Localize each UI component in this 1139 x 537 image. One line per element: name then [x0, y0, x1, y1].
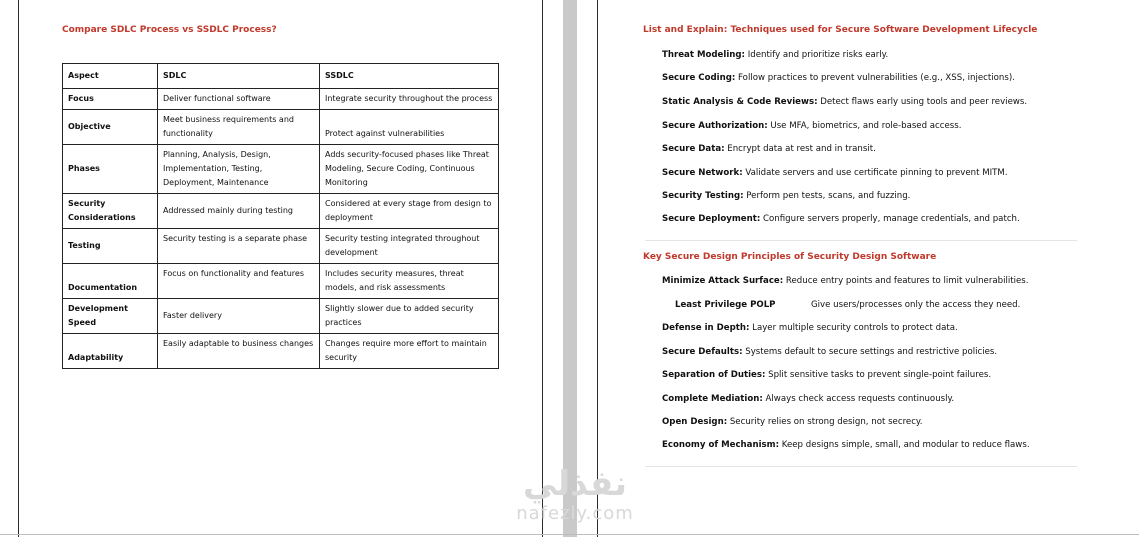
- watermark-arabic-text: نفذلي: [522, 464, 628, 504]
- table-row: [63, 110, 499, 145]
- ssdlc-cell: Integrate security throughout the process: [320, 89, 499, 110]
- ssdlc-cell: Adds security-focused phases like Threat Modeling, Secure Coding, Continuous Monitoring: [320, 145, 499, 194]
- page-bottom-line: [0, 534, 1139, 535]
- ssdlc-cell: Protect against vulnerabilities: [320, 110, 499, 145]
- list-item: Threat Modeling: Identify and prioritize risks early.: [662, 50, 889, 60]
- sdlc-cell: Security testing is a separate phase: [158, 229, 320, 264]
- design-principles-heading: Key Secure Design Principles of Security Design Software: [643, 252, 937, 262]
- list-item: Economy of Mechanism: Keep designs simple, small, and modular to reduce flaws.: [662, 440, 1030, 450]
- header-sdlc: SDLC: [158, 64, 320, 89]
- aspect-cell: Phases: [63, 145, 158, 194]
- table-header-row: [63, 64, 499, 89]
- watermark-latin-text: nafezly.com: [516, 503, 634, 524]
- sdlc-cell: Faster delivery: [158, 299, 320, 334]
- sdlc-cell: Deliver functional software: [158, 89, 320, 110]
- list-item: Minimize Attack Surface: Reduce entry points and features to limit vulnerabilities.: [662, 276, 1029, 286]
- table-row: [63, 145, 499, 194]
- ssdlc-cell: Considered at every stage from design to deployment: [320, 194, 499, 229]
- list-item: Defense in Depth: Layer multiple security controls to protect data.: [662, 323, 958, 333]
- list-item: Security Testing: Perform pen tests, scans, and fuzzing.: [662, 191, 911, 201]
- sdlc-cell: Meet business requirements and functionality: [158, 110, 320, 145]
- comparison-heading: Compare SDLC Process vs SSDLC Process?: [62, 25, 277, 35]
- list-item: Open Design: Security relies on strong design, not secrecy.: [662, 417, 923, 427]
- watermark-logo: [495, 464, 655, 534]
- list-item: Separation of Duties: Split sensitive tasks to prevent single-point failures.: [662, 370, 992, 380]
- list-item: Secure Data: Encrypt data at rest and in transit.: [662, 144, 876, 154]
- techniques-heading: List and Explain: Techniques used for Secure Software Development Lifecycle: [643, 25, 1038, 35]
- table-row: [63, 89, 499, 110]
- aspect-cell: Development Speed: [63, 299, 158, 334]
- list-item: Least Privilege POLP Give users/processes only the access they need.: [675, 300, 1021, 310]
- header-aspect: Aspect: [63, 64, 158, 89]
- list-item: Complete Mediation: Always check access requests continuously.: [662, 394, 955, 404]
- aspect-cell: Adaptability: [63, 334, 158, 369]
- list-item: Secure Authorization: Use MFA, biometrics, and role-based access.: [662, 121, 962, 131]
- list-item: Secure Defaults: Systems default to secure settings and restrictive policies.: [662, 347, 998, 357]
- sdlc-cell: Addressed mainly during testing: [158, 194, 320, 229]
- left-page-edge: [18, 0, 19, 537]
- table-row: [63, 334, 499, 369]
- sdlc-cell: Easily adaptable to business changes: [158, 334, 320, 369]
- sdlc-cell: Focus on functionality and features: [158, 264, 320, 299]
- comparison-table: [62, 63, 499, 369]
- ssdlc-cell: Security testing integrated throughout development: [320, 229, 499, 264]
- list-item: Secure Deployment: Configure servers properly, manage credentials, and patch.: [662, 214, 1020, 224]
- list-item: Secure Network: Validate servers and use certificate pinning to prevent MITM.: [662, 168, 1008, 178]
- section-divider: [645, 466, 1077, 467]
- aspect-cell: Security Considerations: [63, 194, 158, 229]
- sdlc-cell: Planning, Analysis, Design, Implementation, Testing, Deployment, Maintenance: [158, 145, 320, 194]
- table-row: [63, 229, 499, 264]
- right-page-edge: [597, 0, 598, 537]
- ssdlc-cell: Slightly slower due to added security practices: [320, 299, 499, 334]
- table-row: [63, 299, 499, 334]
- table-row: [63, 264, 499, 299]
- header-ssdlc: SSDLC: [320, 64, 499, 89]
- aspect-cell: Objective: [63, 110, 158, 145]
- aspect-cell: Focus: [63, 89, 158, 110]
- table-row: [63, 194, 499, 229]
- list-item: Secure Coding: Follow practices to prevent vulnerabilities (e.g., XSS, injections).: [662, 73, 1015, 83]
- aspect-cell: Testing: [63, 229, 158, 264]
- list-item: Static Analysis & Code Reviews: Detect flaws early using tools and peer reviews.: [662, 97, 1028, 107]
- ssdlc-cell: Includes security measures, threat models, and risk assessments: [320, 264, 499, 299]
- section-divider: [645, 240, 1077, 241]
- vertical-scrollbar[interactable]: [563, 0, 577, 537]
- ssdlc-cell: Changes require more effort to maintain security: [320, 334, 499, 369]
- aspect-cell: Documentation: [63, 264, 158, 299]
